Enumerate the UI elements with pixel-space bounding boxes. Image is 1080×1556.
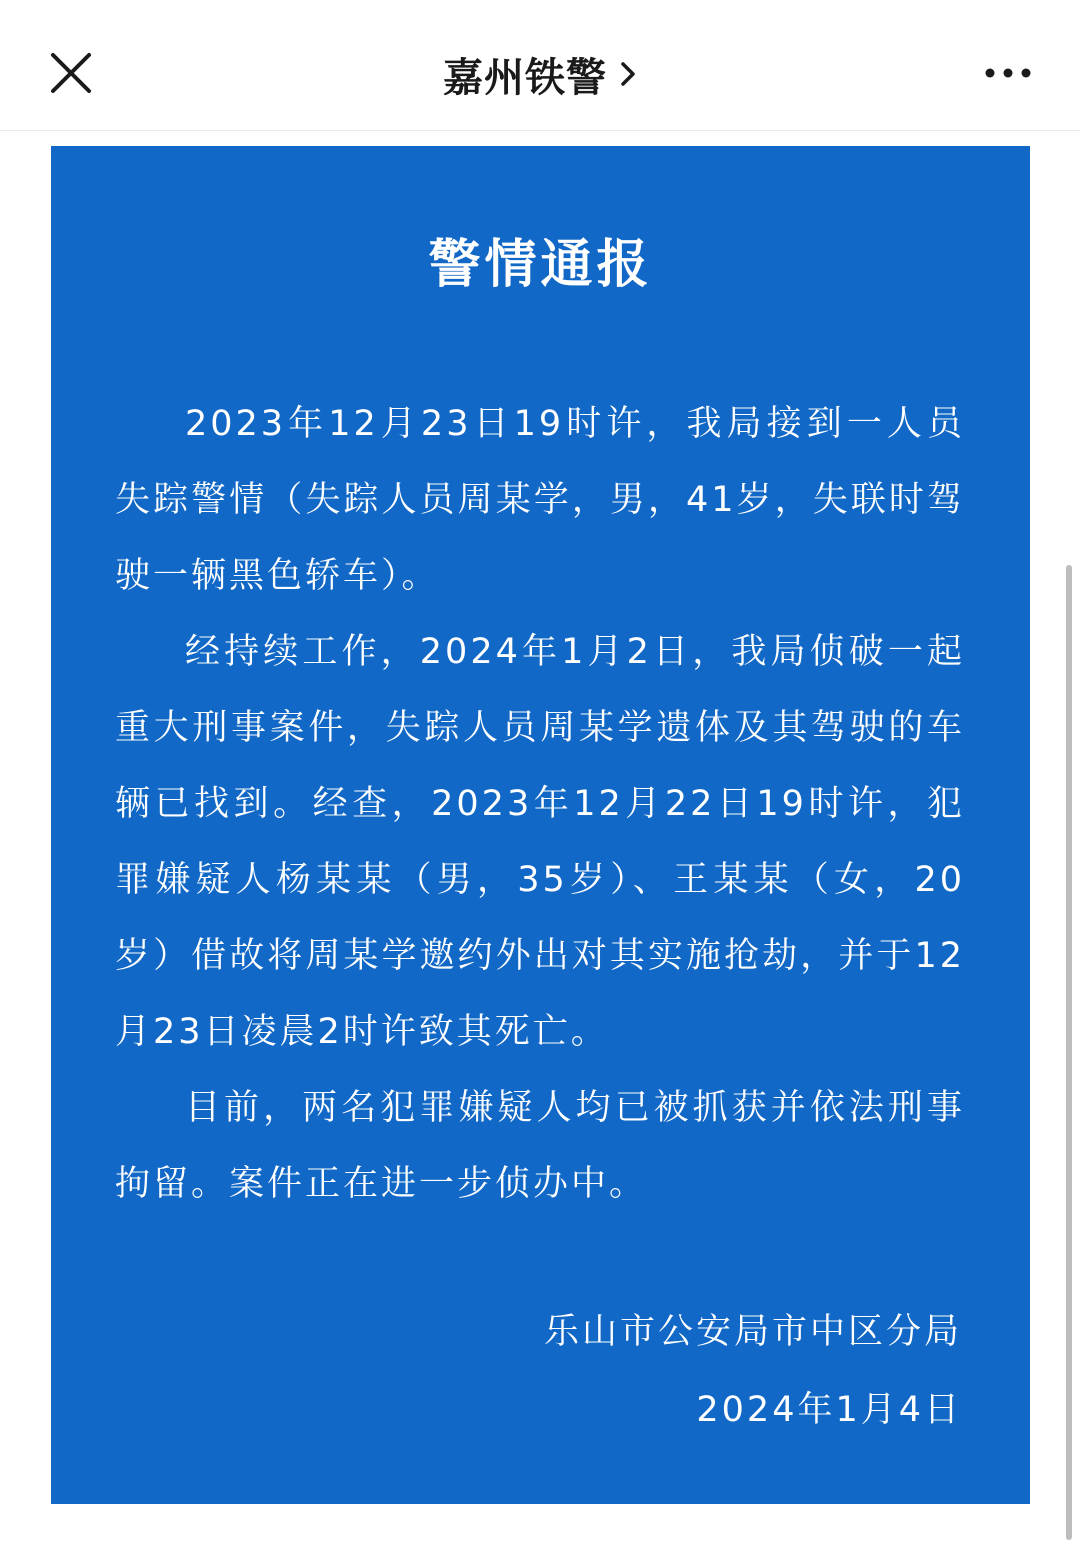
notice-paragraph-1: 2023年12月23日19时许，我局接到一人员失踪警情（失踪人员周某学，男，41岁，失联时驾驶一辆黑色轿车）。 — [115, 404, 965, 596]
notice-title: 警情通报 — [428, 235, 653, 295]
notice-signature: 乐山市公安局市中区分局 — [543, 1312, 962, 1352]
account-title: 嘉州铁警 — [443, 54, 607, 101]
notice-paragraph-3: 目前，两名犯罪嫌疑人均已被抓获并依法刑事拘留。案件正在进一步侦办中。 — [115, 1088, 965, 1204]
more-button[interactable] — [984, 58, 1034, 88]
more-icon — [984, 58, 1034, 88]
notice-paragraph-2: 经持续工作，2024年1月2日，我局侦破一起重大刑事案件，失踪人员周某学遗体及其驾驶的车辆已找到。经查，2023年12月22日19时许，犯罪嫌疑人杨某某（男，35岁）、王某某（女，20岁）借故将周某学邀约外出对其实施抢劫，并于12月23日凌晨2时许致其死亡。 — [115, 632, 965, 1052]
police-notice-card — [51, 146, 1030, 1504]
account-title-link[interactable] — [0, 44, 1080, 104]
top-bar — [0, 0, 1080, 131]
scrollbar[interactable] — [1066, 565, 1072, 1540]
notice-body — [115, 386, 965, 1222]
notice-date: 2024年1月4日 — [696, 1390, 962, 1430]
chevron-right-icon — [619, 58, 637, 90]
